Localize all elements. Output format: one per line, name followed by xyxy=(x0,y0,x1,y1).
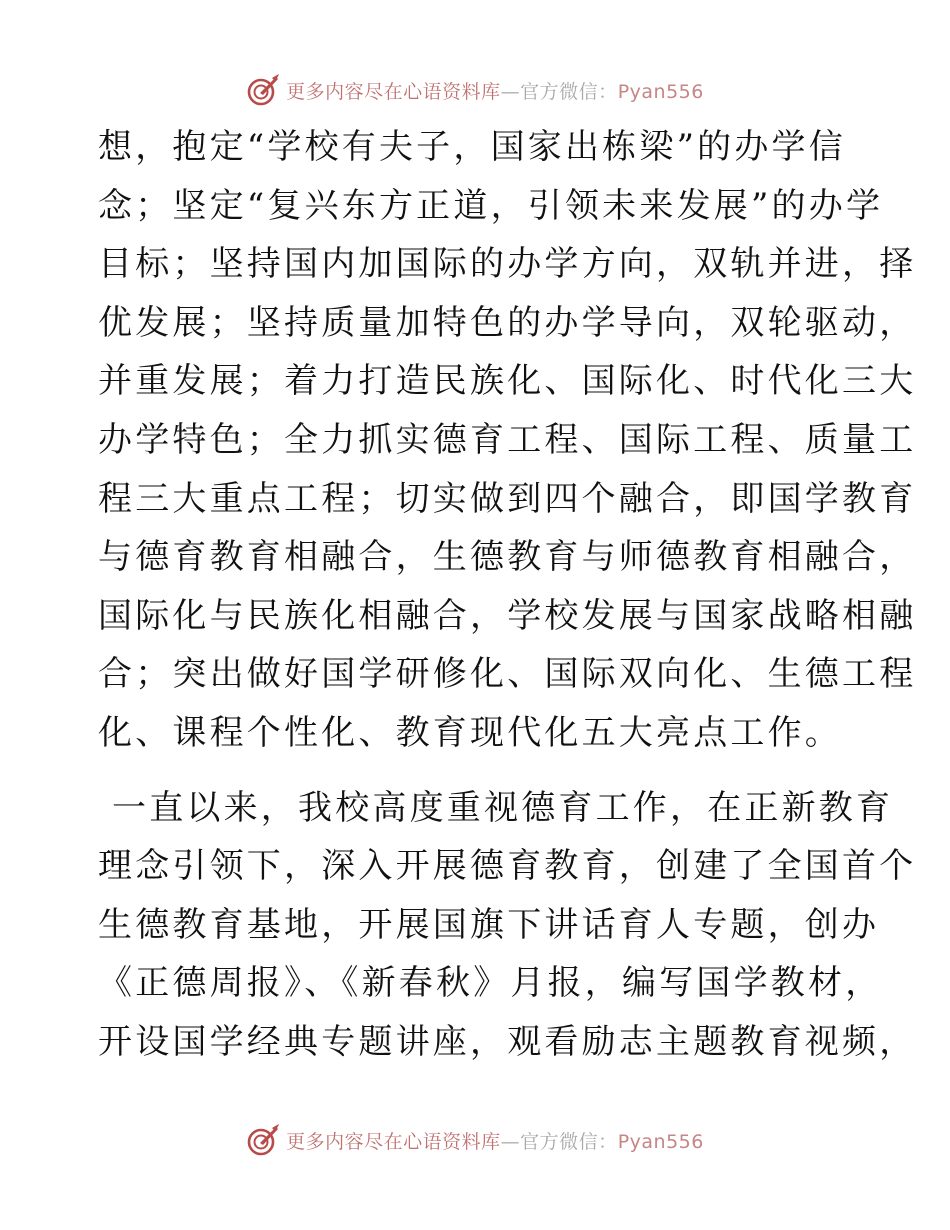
watermark-wechat-id: Pyan556 xyxy=(617,80,704,103)
text-line: 《正德周报》、《新春秋》月报，编写国学教材， xyxy=(98,963,883,1004)
text-line: 合；突出做好国学研修化、国际双向化、生德工程 xyxy=(98,654,917,695)
watermark-site-text: 更多内容尽在心语资料库 xyxy=(286,1130,501,1153)
text-line: 一直以来，我校高度重视德育工作，在正新教育 xyxy=(98,787,894,828)
watermark-dash: — xyxy=(500,1130,521,1153)
text-line: 程三大重点工程；切实做到四个融合，即国学教育 xyxy=(98,478,917,519)
text-line: 办学特色；全力抓实德育工程、国际工程、质量工 xyxy=(98,419,917,460)
quill-logo-icon xyxy=(246,73,280,107)
text-line: 化、课程个性化、教育现代化五大亮点工作。 xyxy=(98,712,842,753)
text-line: 生德教育基地，开展国旗下讲话育人专题，创办 xyxy=(98,904,880,945)
text-line: 优发展；坚持质量加特色的办学导向，双轮驱动， xyxy=(98,302,917,343)
watermark-site-text: 更多内容尽在心语资料库 xyxy=(286,80,501,103)
quill-logo-icon xyxy=(246,1123,280,1157)
text-line: 念；坚定“复兴东方正道，引领未来发展”的办学 xyxy=(98,185,884,226)
text-line: 目标；坚持国内加国际的办学方向，双轨并进，择 xyxy=(98,244,917,285)
watermark-text xyxy=(286,77,704,104)
text-line: 国际化与民族化相融合，学校发展与国家战略相融 xyxy=(98,595,917,636)
text-line: 与德育教育相融合，生德教育与师德教育相融合， xyxy=(98,537,917,578)
document-body xyxy=(98,118,917,1072)
watermark-wechat-label: 官方微信： xyxy=(520,80,618,103)
watermark-wechat-id: Pyan556 xyxy=(617,1130,704,1153)
header-watermark xyxy=(0,68,950,112)
watermark-text xyxy=(286,1127,704,1154)
text-line: 开设国学经典专题讲座，观看励志主题教育视频， xyxy=(98,1021,917,1062)
watermark-dash: — xyxy=(500,80,521,103)
paragraph-1 xyxy=(98,118,917,763)
paragraph-2 xyxy=(98,779,917,1072)
watermark-wechat-label: 官方微信： xyxy=(520,1130,618,1153)
text-line: 想，抱定“学校有夫子，国家出栋梁”的办学信 xyxy=(98,127,846,167)
text-line: 并重发展；着力打造民族化、国际化、时代化三大 xyxy=(98,361,917,402)
text-line: 理念引领下，深入开展德育教育，创建了全国首个 xyxy=(98,846,917,887)
footer-watermark xyxy=(0,1118,950,1162)
